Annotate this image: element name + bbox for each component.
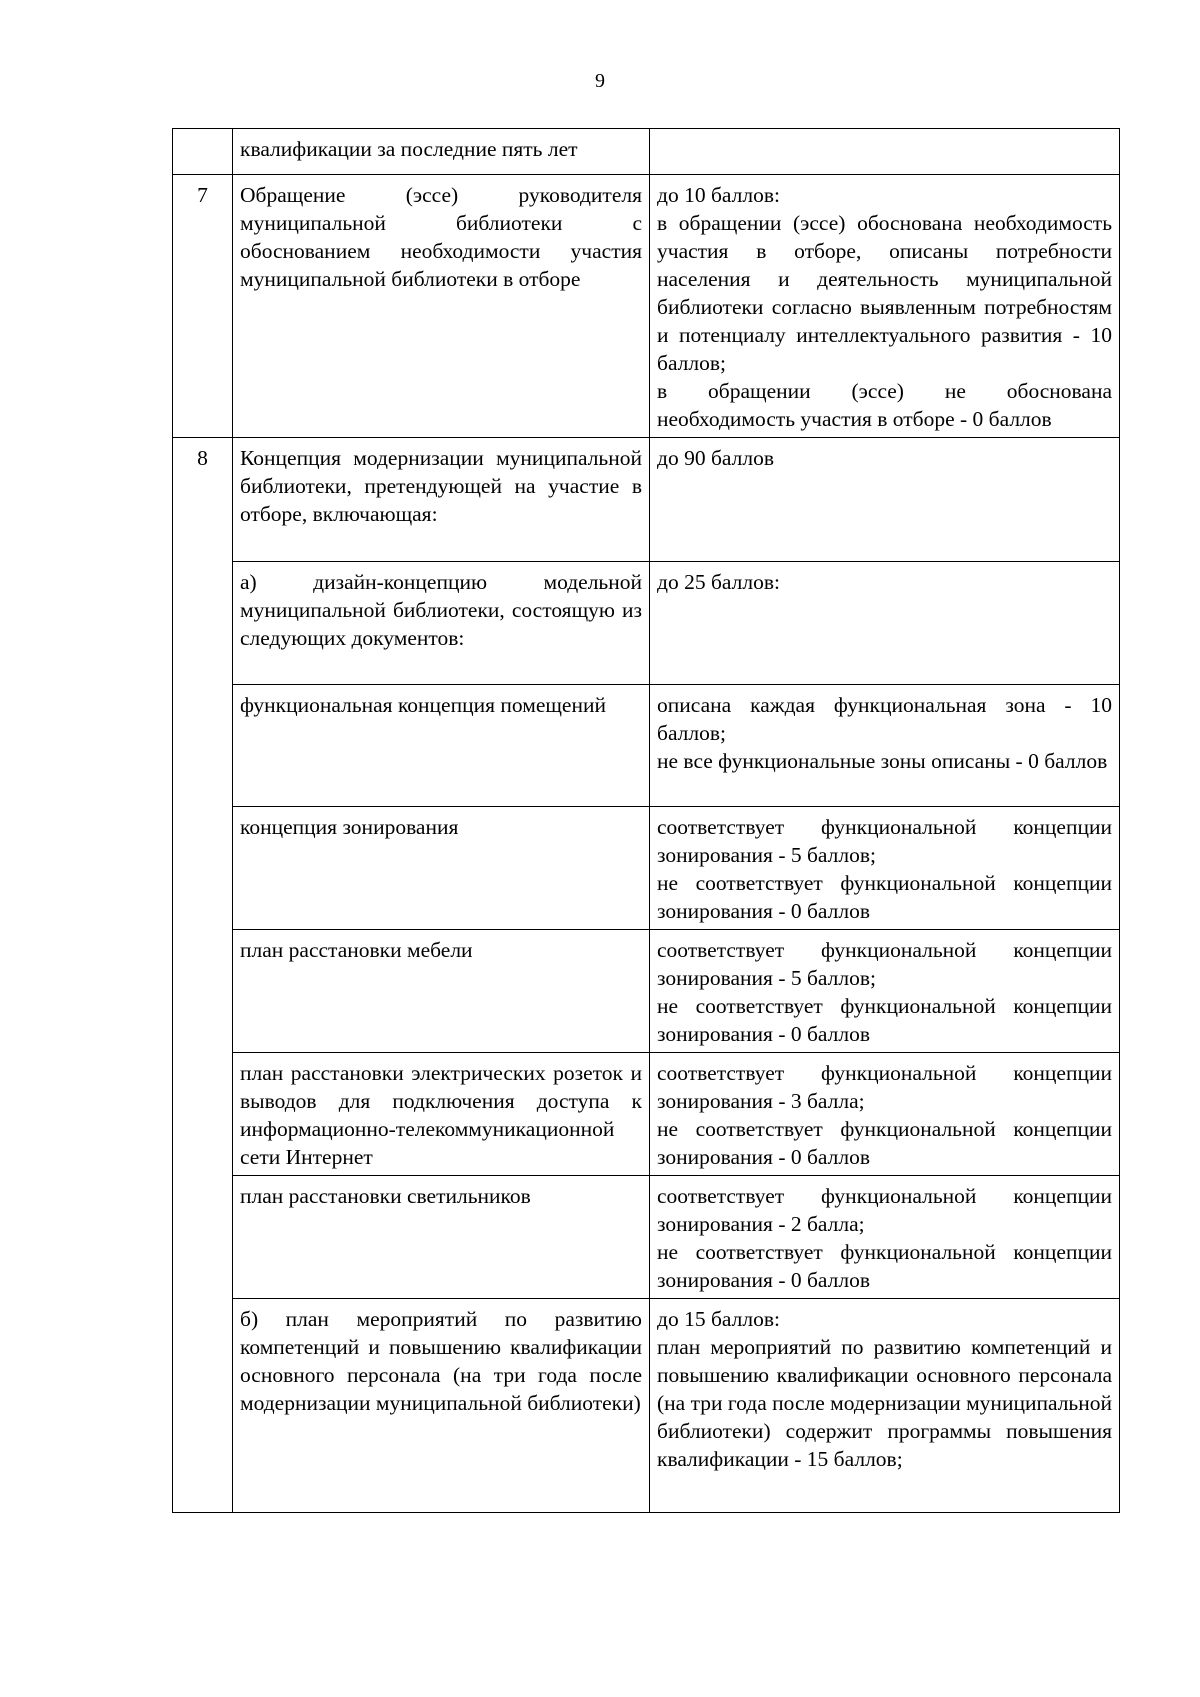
score-line: не соответствует функциональной концепции зонирования - 0 баллов — [657, 1117, 1112, 1169]
criteria-table — [172, 128, 1120, 1513]
score-line: не соответствует функциональной концепции зонирования - 0 баллов — [657, 994, 1112, 1046]
table-row — [173, 438, 1120, 562]
criterion-cell: а) дизайн-концепцию модельной муниципальной библиотеки, состоящую из следующих документов: — [233, 562, 650, 685]
table-row — [173, 1176, 1120, 1299]
table-row — [173, 129, 1120, 175]
score-line: не соответствует функциональной концепции зонирования - 0 баллов — [657, 1240, 1112, 1292]
score-line: описана каждая функциональная зона - 10 баллов; — [657, 693, 1112, 745]
row-number: 8 — [173, 438, 233, 1513]
score-cell — [650, 1053, 1120, 1176]
criterion-cell: план расстановки мебели — [233, 930, 650, 1053]
table-row — [173, 685, 1120, 807]
score-line: в обращении (эссе) не обоснована необходимость участия в отборе - 0 баллов — [657, 379, 1112, 431]
criterion-cell: план расстановки светильников — [233, 1176, 650, 1299]
criterion-cell: Обращение (эссе) руководителя муниципальной библиотеки с обоснованием необходимости участия муниципальной библиотеки в отборе — [233, 175, 650, 438]
table-row — [173, 562, 1120, 685]
score-cell — [650, 438, 1120, 562]
score-line: не соответствует функциональной концепции зонирования - 0 баллов — [657, 871, 1112, 923]
score-line: до 25 баллов: — [657, 570, 780, 594]
score-line: соответствует функциональной концепции зонирования - 3 балла; — [657, 1061, 1112, 1113]
score-line: соответствует функциональной концепции зонирования - 5 баллов; — [657, 815, 1112, 867]
score-line: до 10 баллов: — [657, 183, 780, 207]
score-line: до 15 баллов: — [657, 1307, 780, 1331]
table-row — [173, 930, 1120, 1053]
score-line: соответствует функциональной концепции зонирования - 2 балла; — [657, 1184, 1112, 1236]
score-cell — [650, 1176, 1120, 1299]
score-cell — [650, 685, 1120, 807]
score-line: план мероприятий по развитию компетенций и повышению квалификации основного персонала (на три года после модернизации муниципальной библиотеки) содержит программы повышения квалификации - 15 баллов; — [657, 1335, 1112, 1471]
criterion-cell: функциональная концепция помещений — [233, 685, 650, 807]
score-cell — [650, 807, 1120, 930]
score-line: соответствует функциональной концепции зонирования - 5 баллов; — [657, 938, 1112, 990]
table-row — [173, 807, 1120, 930]
row-number — [173, 129, 233, 175]
criterion-cell: план расстановки электрических розеток и выводов для подключения доступа к информационно-телекоммуникационной сети Интернет — [233, 1053, 650, 1176]
table-row — [173, 1053, 1120, 1176]
criterion-cell: квалификации за последние пять лет — [233, 129, 650, 175]
score-cell — [650, 930, 1120, 1053]
criterion-cell: б) план мероприятий по развитию компетенций и повышению квалификации основного персонала (на три года после модернизации муниципальной библиотеки) — [233, 1299, 650, 1513]
page-number: 9 — [595, 70, 605, 92]
score-cell — [650, 129, 1120, 175]
score-line: в обращении (эссе) обоснована необходимость участия в отборе, описаны потребности населения и деятельность муниципальной библиотеки согласно выявленным потребностям и потенциалу интеллектуального развития - 10 баллов; — [657, 211, 1112, 375]
criterion-cell: концепция зонирования — [233, 807, 650, 930]
score-line: не все функциональные зоны описаны - 0 баллов — [657, 749, 1108, 773]
table-row — [173, 175, 1120, 438]
score-cell — [650, 175, 1120, 438]
row-number: 7 — [173, 175, 233, 438]
score-line: до 90 баллов — [657, 446, 774, 470]
table-row — [173, 1299, 1120, 1513]
score-cell — [650, 562, 1120, 685]
score-cell — [650, 1299, 1120, 1513]
criterion-cell: Концепция модернизации муниципальной библиотеки, претендующей на участие в отборе, включающая: — [233, 438, 650, 562]
